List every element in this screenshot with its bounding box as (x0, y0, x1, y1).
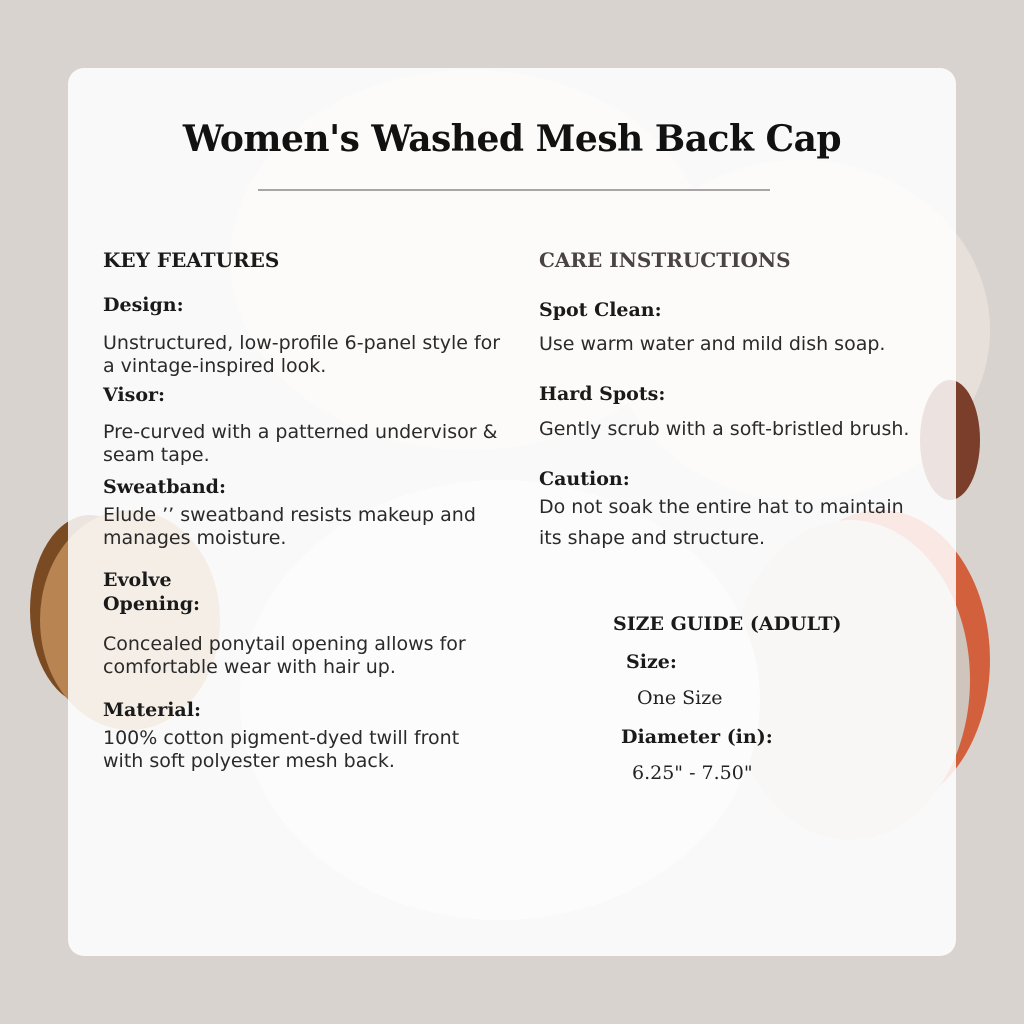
size-guide-heading: SIZE GUIDE (ADULT) (613, 613, 842, 635)
care-instructions-heading: CARE INSTRUCTIONS (539, 248, 791, 272)
feature-text-sweatband: Elude ’’ sweatband resists makeup and manages moisture. (103, 504, 476, 549)
feature-text-visor: Pre-curved with a patterned undervisor & seam tape. (103, 421, 498, 466)
feature-text-material: 100% cotton pigment-dyed twill front with soft polyester mesh back. (103, 727, 460, 772)
care-text-caution: Do not soak the entire hat to maintain its shape and structure. (539, 496, 904, 549)
care-text-hard-spots: Gently scrub with a soft-bristled brush. (539, 418, 910, 440)
title-divider (258, 189, 770, 191)
key-features-heading: KEY FEATURES (103, 248, 280, 272)
size-value: One Size (637, 687, 723, 709)
feature-label-material: Material: (103, 699, 201, 721)
feature-text-evolve-opening: Concealed ponytail opening allows for comfortable wear with hair up. (103, 633, 466, 678)
feature-label-design: Design: (103, 294, 184, 316)
feature-label-visor: Visor: (103, 384, 166, 406)
diameter-label: Diameter (in): (621, 726, 773, 748)
feature-label-sweatband: Sweatband: (103, 476, 226, 498)
care-label-caution: Caution: (539, 468, 630, 490)
feature-label-evolve-opening: Evolve Opening: (103, 569, 201, 615)
page-title: Women's Washed Mesh Back Cap (182, 118, 842, 160)
size-label: Size: (626, 651, 677, 673)
care-label-spot-clean: Spot Clean: (539, 299, 662, 321)
care-text-spot-clean: Use warm water and mild dish soap. (539, 333, 886, 355)
care-label-hard-spots: Hard Spots: (539, 383, 666, 405)
diameter-value: 6.25" - 7.50" (632, 762, 753, 784)
feature-text-design: Unstructured, low-profile 6-panel style for a vintage-inspired look. (103, 332, 501, 377)
